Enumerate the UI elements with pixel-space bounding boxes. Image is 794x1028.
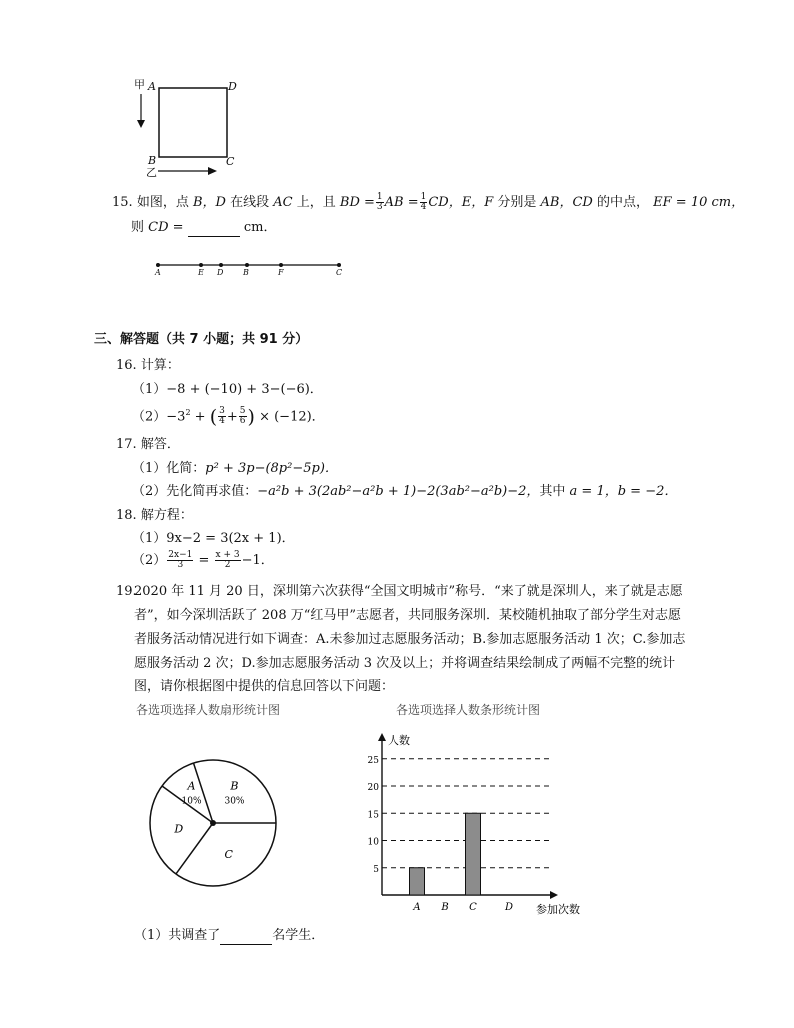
q15-answer-blank[interactable] [188, 222, 240, 237]
q15-seg-ac: AC [273, 195, 293, 210]
q15-number-line [150, 258, 350, 282]
q16-f1-num: 3 [219, 406, 225, 417]
q15-line1 [112, 193, 744, 212]
q17-p2-expr: −a²b + 3(2ab²−a²b + 1)−2(3ab²−a²b)−2， [257, 484, 540, 499]
bar-chart [360, 725, 590, 920]
q15-bd-eq: BD = [339, 195, 375, 210]
pie-center-dot [210, 820, 216, 826]
q16-part2 [132, 404, 325, 426]
q15-pts-bd: B，D [192, 195, 226, 210]
section3-title: 三、解答题（共 7 小题；共 91 分） [94, 332, 309, 347]
q15-text-a: 如图，点 [136, 195, 189, 210]
q15-f1-num: 1 [376, 192, 383, 202]
point-f-dot [279, 263, 283, 267]
vertex-c: C [226, 155, 235, 168]
bar-x-axis-arrow-icon [550, 891, 558, 899]
q16-p2-c: × (−12)． [259, 409, 325, 425]
q16-title: 计算： [140, 358, 180, 373]
point-f-label: F [278, 268, 284, 277]
point-d-label: D [217, 268, 224, 277]
bar-y-tick-25: 25 [367, 755, 379, 766]
point-b-dot [245, 263, 249, 267]
q17-part2 [132, 483, 677, 501]
q17-number: 17. [116, 437, 137, 452]
q16-paren-right: ) [247, 405, 255, 428]
q15-cd-eq: CD = [148, 220, 184, 235]
bar-y-axis-label: 人数 [388, 734, 410, 747]
pie-slice-value-a: 10% [181, 796, 202, 807]
label-yi: 乙 [146, 166, 157, 179]
q18-header [116, 507, 193, 525]
q18-part2 [132, 551, 274, 570]
q15-text-b: 在线段 [230, 195, 270, 210]
q18-number: 18. [116, 508, 137, 523]
q15-text-d: 分别是 [497, 195, 537, 210]
q18-fraction-2 [215, 551, 241, 570]
q16-fraction-1 [218, 407, 226, 426]
point-c-label: C [336, 268, 343, 277]
q15-f2-den: 4 [420, 202, 427, 212]
q17-header [116, 436, 180, 454]
vertex-a: A [148, 80, 156, 93]
q17-part1 [132, 460, 338, 478]
q16-f2-num: 5 [239, 406, 246, 417]
q15-ab-eq: AB = [384, 195, 419, 210]
bar-y-tick-10: 10 [367, 837, 379, 848]
q18-f1-num: 2x−1 [168, 550, 193, 560]
q15-f2-num: 1 [420, 192, 427, 202]
vertex-d: D [228, 80, 237, 93]
bar-c [466, 813, 481, 895]
q19-line-2: 者”，如今深圳活跃了 208 万“红马甲”志愿者，共同服务深圳．某校随机抽取了部分学生对志愿 [134, 608, 682, 623]
bar-chart-svg [360, 725, 590, 920]
pie-slice-label-d: D [174, 822, 184, 836]
bar-x-tick-d: D [504, 902, 514, 913]
q15-line2 [131, 219, 276, 237]
q15-fraction-2 [420, 193, 428, 212]
q16-fraction-2 [239, 407, 247, 426]
point-e-label: E [198, 268, 204, 277]
point-d-dot [219, 263, 223, 267]
q17-p2-vals: a = 1，b = −2． [569, 484, 678, 499]
right-arrow-icon [208, 167, 217, 175]
pie-slice-value-b: 30% [224, 796, 245, 807]
q18-f2-den: 2 [224, 560, 231, 570]
number-line-svg [150, 258, 350, 282]
q15-ab-cd: AB，CD [540, 195, 593, 210]
q18-tail: −1． [241, 553, 274, 568]
point-a-label: A [155, 268, 161, 277]
bar-y-tick-20: 20 [367, 783, 379, 793]
q16-p2-sup: 2 [185, 408, 191, 417]
point-e-dot [199, 263, 203, 267]
q18-f2-num: x + 3 [215, 550, 240, 560]
label-jia: 甲 [134, 78, 145, 91]
q15-fraction-1 [376, 193, 384, 212]
q17-p1-label: （1）化简： [132, 461, 206, 476]
q16-header [116, 357, 180, 375]
bar-chart-title: 各选项选择人数条形统计图 [396, 703, 541, 717]
q19-line-3: 者服务活动情况进行如下调查：A.未参加过志愿服务活动；B.参加志愿服务活动 1 次；C.参加志 [134, 632, 686, 647]
q15-number: 15. [112, 195, 133, 210]
q16-part1: （1）−8 + (−10) + 3−(−6)． [132, 382, 323, 397]
q18-p2-label: （2） [132, 553, 167, 568]
bar-x-tick-c: C [469, 902, 477, 913]
point-a-dot [156, 263, 160, 267]
q16-p2-a: （2）−3 [132, 409, 186, 425]
bar-x-axis-label: 参加次数 [536, 903, 580, 916]
q18-part1: （1）9x−2 = 3(2x + 1)． [132, 531, 295, 546]
bar-y-axis-arrow-icon [378, 733, 386, 741]
q19-line-5: 图，请你根据图中提供的信息回答以下问题： [134, 679, 395, 694]
q16-paren-left: ( [209, 405, 218, 428]
vertex-b: B [148, 154, 157, 167]
square-abcd [159, 88, 227, 157]
pie-slice-label-a: A [187, 779, 196, 793]
q15-line2-a: 则 [131, 220, 145, 235]
pie-chart-title: 各选项选择人数扇形统计图 [136, 703, 281, 717]
q15-cd-tail: CD，E，F [428, 195, 494, 210]
q15-text-c: 上，且 [296, 195, 336, 210]
q19-sub1-blank[interactable] [220, 930, 272, 945]
q16-number: 16. [116, 358, 137, 373]
point-b-label: B [243, 268, 249, 277]
q19-line-4: 愿服务活动 2 次；D.参加志愿服务活动 3 次及以上；并将调查结果绘制成了两幅不完整的统计 [134, 656, 676, 671]
pie-chart-svg [140, 755, 290, 895]
q19-sub1-a: （1）共调查了 [134, 928, 221, 943]
pie-slice-label-c: C [224, 847, 233, 861]
q15-text-e: 的中点， [597, 195, 650, 210]
q19-line-1: 2020 年 11 月 20 日，深圳第六次获得“全国文明城市”称号．“来了就是深圳人，来了就是志愿 [134, 584, 683, 599]
q17-p1-expr: p² + 3p−(8p²−5p)． [205, 461, 338, 476]
bar-a [410, 868, 425, 895]
q18-eq: = [198, 553, 210, 568]
q19-sub1-b: 名学生． [272, 928, 325, 943]
bar-y-tick-5: 5 [373, 864, 379, 875]
q16-p2-plus: + [226, 409, 238, 425]
bar-x-tick-b: B [441, 902, 449, 913]
bar-x-tick-a: A [413, 902, 421, 913]
q15-f1-den: 3 [376, 202, 383, 212]
pie-slice-label-b: B [230, 779, 239, 793]
q17-p2-label: （2）先化简再求值： [132, 484, 258, 499]
q15-unit: cm． [243, 220, 277, 235]
q19-number: 19. [116, 584, 137, 599]
q19-sub1 [134, 927, 324, 945]
q18-title: 解方程： [140, 508, 193, 523]
q18-f1-den: 3 [177, 560, 184, 570]
pie-chart [140, 755, 290, 895]
q15-ef-eq: EF = 10 cm， [653, 195, 745, 210]
q17-title: 解答． [140, 437, 180, 452]
q16-p2-b: + [194, 409, 206, 425]
down-arrow-icon [137, 120, 145, 128]
q17-p2-where: 其中 [539, 484, 566, 499]
q16-f1-den: 4 [219, 416, 225, 427]
bar-y-tick-15: 15 [367, 810, 379, 821]
q18-fraction-1 [167, 551, 193, 570]
point-c-dot [337, 263, 341, 267]
q16-f2-den: 6 [239, 416, 246, 427]
